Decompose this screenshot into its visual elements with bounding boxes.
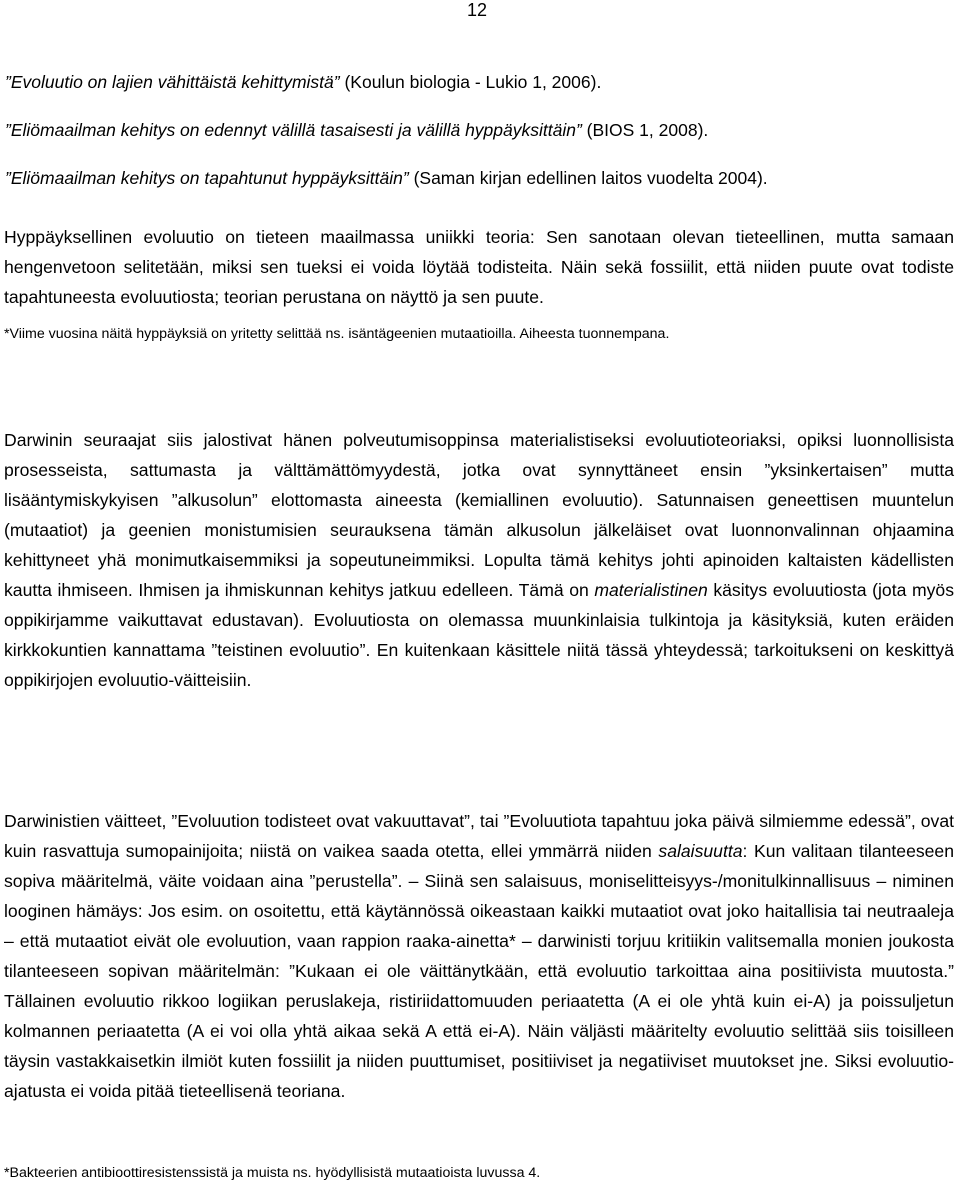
section-punctuated-evolution: [4, 222, 954, 344]
quote-text: ”Evoluutio on lajien vähittäistä kehittymistä”: [5, 72, 340, 92]
emphasis: salaisuutta: [658, 841, 743, 861]
paragraph: Hyppäyksellinen evoluutio on tieteen maailmassa uniikki teoria: Sen sanotaan olevan tieteellinen, mutta samaan hengenvetoon selitetään, miksi sen tueksi ei voida löytää todisteita. Näin sekä fossiilit, että niiden puute ovat todiste tapahtuneesta evoluutiosta; teorian perustana on näyttö ja sen puute.: [4, 227, 954, 307]
section-darwin-followers: [4, 425, 954, 695]
section-darwinist-claims: [4, 806, 954, 1106]
quote-text: ”Eliömaailman kehitys on edennyt välillä tasaisesti ja välillä hyppäyksittäin”: [5, 120, 582, 140]
page-number: 12: [467, 0, 488, 20]
paragraph-text: Darwinin seuraajat siis jalostivat hänen polveutumisoppinsa materialistiseksi evoluutioteoriaksi, opiksi luonnollisista prosesseista, sattumasta ja välttämättömyydestä, jotka ovat synnyttäneet ensin ”yksinkertaisen” mutta lisääntymiskykyisen ”alkusolun” elottomasta aineesta (kemiallinen evoluutio). Satunnaisen geneettisen muuntelun (mutaatiot) ja geenien monistumisien seurauksena tämän alkusolun jälkeläiset ovat luonnonvalinnan ohjaamina kehittyneet yhä monimutkaisemmiksi ja sopeutuneimmiksi. Lopulta tämä kehitys johti apinoiden kaltaisten kädellisten kautta ihmiseen. Ihmisen ja ihmiskunnan kehitys jatkuu edelleen. Tämä on: [4, 430, 954, 600]
quote-text: ”Eliömaailman kehitys on tapahtunut hyppäyksittäin”: [5, 168, 409, 188]
quote-source: (Saman kirjan edellinen laitos vuodelta 2004).: [408, 168, 768, 188]
quote-line: [5, 166, 955, 190]
quotes-block: [5, 70, 955, 190]
quote-source: (Koulun biologia - Lukio 1, 2006).: [339, 72, 602, 92]
paragraph: [4, 425, 954, 695]
paragraph-text: käsitys evoluutiosta (jota myös oppikirjamme vaikuttavat edustavan). Evoluutiosta on olemassa muunkinlaisia tulkintoja ja käsityksiä, kuten eräiden kirkkokuntien kannattama ”teistinen evoluutio”. En kuitenkaan käsittele niitä tässä yhteydessä; tarkoitukseni on keskittyä oppikirjojen evoluutio-väitteisiin.: [4, 580, 954, 690]
quote-source: (BIOS 1, 2008).: [581, 120, 709, 140]
quote-line: [5, 70, 955, 94]
emphasis: materialistinen: [594, 580, 708, 600]
paragraph-text: : Kun valitaan tilanteeseen sopiva määritelmä, väite voidaan aina ”perustella”. – Siinä sen salaisuus, moniselitteisyys-/monitulkinnallisuus – niminen looginen hämäys: Jos esim. on osoitettu, että käytännössä oikeastaan kaikki mutaatiot ovat joko haitallisia tai neutraaleja – että mutaatiot eivät ole evoluution, vaan rappion raaka-ainetta* – darwinisti torjuu kritiikin valitsemalla monien joukosta tilanteeseen sopivan määritelmän: ”Kukaan ei ole väittänytkään, että evoluutio tarkoittaa aina positiivista muutosta.” Tällainen evoluutio rikkoo logiikan peruslakeja, ristiriidattomuuden periaatetta (A ei ole yhtä kuin ei-A) ja poissuljetun kolmannen periaatetta (A ei voi olla yhtä aikaa sekä A että ei-A). Näin väljästi määritelty evoluutio selittää siis toisilleen täysin vastakkaisetkin ilmiöt kuten fossiilit ja niiden puuttumiset, positiiviset ja negatiiviset muutokset jne. Siksi evoluutio-ajatusta ei voida pitää tieteellisenä teoriana.: [4, 841, 955, 1101]
paragraph: [4, 806, 954, 1106]
paragraph-text: Darwinistien väitteet, ”Evoluution todisteet ovat vakuuttavat”, tai ”Evoluutiota tapahtuu joka päivä silmiemme edessä”, ovat kuin rasvattuja sumopainijoita; niistä on vaikea saada otetta, ellei ymmärrä niiden: [4, 811, 954, 861]
footnote: *Viime vuosina näitä hyppäyksiä on yritetty selittää ns. isäntägeenien mutaatioilla. Aiheesta tuonnempana.: [4, 326, 670, 342]
quote-line: [5, 118, 955, 142]
footnote: *Bakteerien antibioottiresistenssistä ja muista ns. hyödyllisistä mutaatioista luvussa 4.: [4, 1165, 541, 1181]
